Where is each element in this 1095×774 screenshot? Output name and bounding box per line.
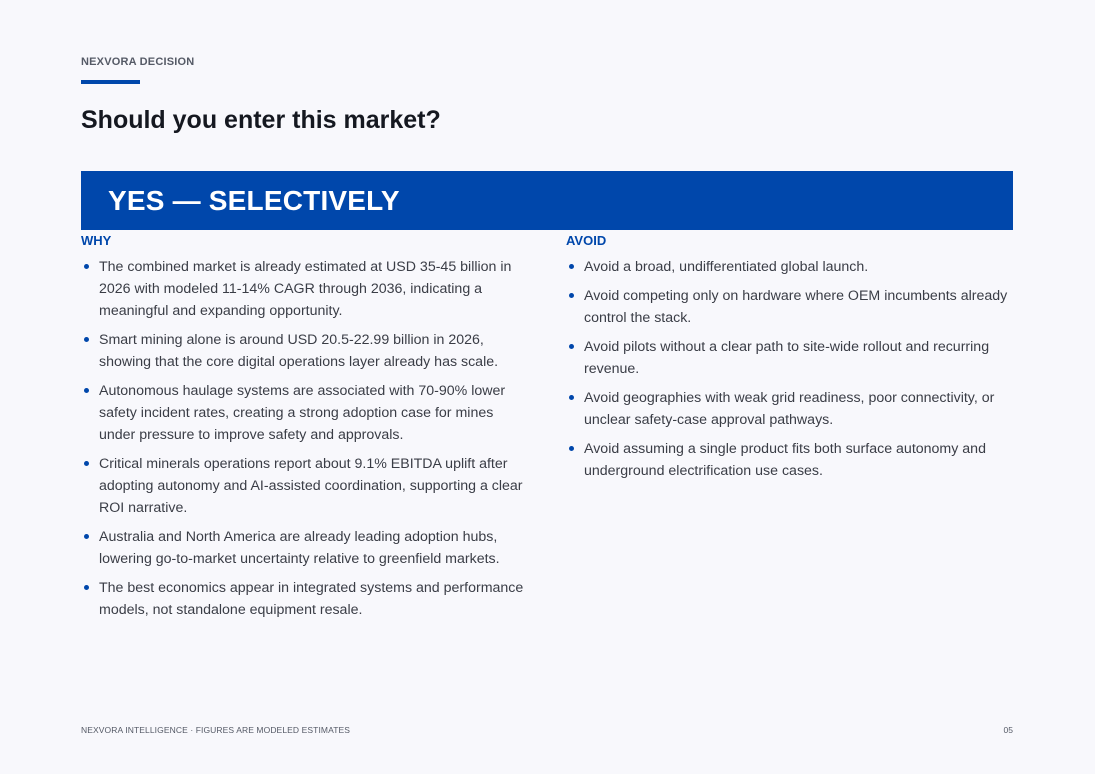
bullet-icon bbox=[84, 461, 89, 466]
why-column bbox=[81, 233, 531, 628]
avoid-item bbox=[566, 387, 1016, 431]
why-item-text: Autonomous haulage systems are associated with 70-90% lower safety incident rates, creating a strong adoption case for mines under pressure to improve safety and approvals. bbox=[99, 383, 506, 443]
why-item bbox=[81, 577, 531, 621]
avoid-item-text: Avoid geographies with weak grid readiness, poor connectivity, or unclear safety-case approval pathways. bbox=[584, 390, 995, 428]
why-item-text: Smart mining alone is around USD 20.5-22.99 billion in 2026, showing that the core digital operations layer already has scale. bbox=[99, 332, 499, 370]
why-item bbox=[81, 526, 531, 570]
avoid-list bbox=[566, 256, 1016, 482]
footer-note: NEXVORA INTELLIGENCE · FIGURES ARE MODELED ESTIMATES bbox=[81, 725, 351, 735]
bullet-icon bbox=[84, 337, 89, 342]
avoid-item bbox=[566, 285, 1016, 329]
bullet-icon bbox=[84, 585, 89, 590]
page-number: 05 bbox=[1003, 725, 1013, 735]
avoid-item-text: Avoid assuming a single product fits both surface autonomy and underground electrification use cases. bbox=[584, 441, 986, 479]
page-title: Should you enter this market? bbox=[81, 106, 441, 134]
avoid-item-text: Avoid competing only on hardware where OEM incumbents already control the stack. bbox=[584, 288, 1008, 326]
avoid-column bbox=[566, 233, 1016, 489]
bullet-icon bbox=[84, 264, 89, 269]
why-item-text: The combined market is already estimated at USD 35-45 billion in 2026 with modeled 11-14% CAGR through 2036, indicating a meaningful and expanding opportunity. bbox=[99, 259, 512, 319]
why-item bbox=[81, 329, 531, 373]
why-list bbox=[81, 256, 531, 621]
avoid-heading: AVOID bbox=[566, 233, 607, 248]
bullet-icon bbox=[569, 395, 574, 400]
bullet-icon bbox=[569, 293, 574, 298]
verdict-banner bbox=[81, 171, 1013, 230]
bullet-icon bbox=[569, 344, 574, 349]
section-kicker: NEXVORA DECISION bbox=[81, 56, 195, 68]
why-item bbox=[81, 453, 531, 519]
avoid-item bbox=[566, 438, 1016, 482]
why-item bbox=[81, 256, 531, 322]
avoid-item-text: Avoid a broad, undifferentiated global launch. bbox=[584, 259, 869, 275]
avoid-item-text: Avoid pilots without a clear path to site-wide rollout and recurring revenue. bbox=[584, 339, 990, 377]
why-item bbox=[81, 380, 531, 446]
why-heading: WHY bbox=[81, 233, 112, 248]
avoid-item bbox=[566, 336, 1016, 380]
why-item-text: Critical minerals operations report about 9.1% EBITDA uplift after adopting autonomy and AI-assisted coordination, supporting a clear ROI narrative. bbox=[99, 456, 523, 516]
why-item-text: Australia and North America are already leading adoption hubs, lowering go-to-market uncertainty relative to greenfield markets. bbox=[99, 529, 500, 567]
why-item-text: The best economics appear in integrated systems and performance models, not standalone equipment resale. bbox=[99, 580, 524, 618]
avoid-item bbox=[566, 256, 1016, 278]
accent-bar bbox=[81, 80, 140, 84]
verdict-label: YES — SELECTIVELY bbox=[108, 184, 400, 216]
bullet-icon bbox=[84, 534, 89, 539]
bullet-icon bbox=[569, 446, 574, 451]
bullet-icon bbox=[569, 264, 574, 269]
bullet-icon bbox=[84, 388, 89, 393]
